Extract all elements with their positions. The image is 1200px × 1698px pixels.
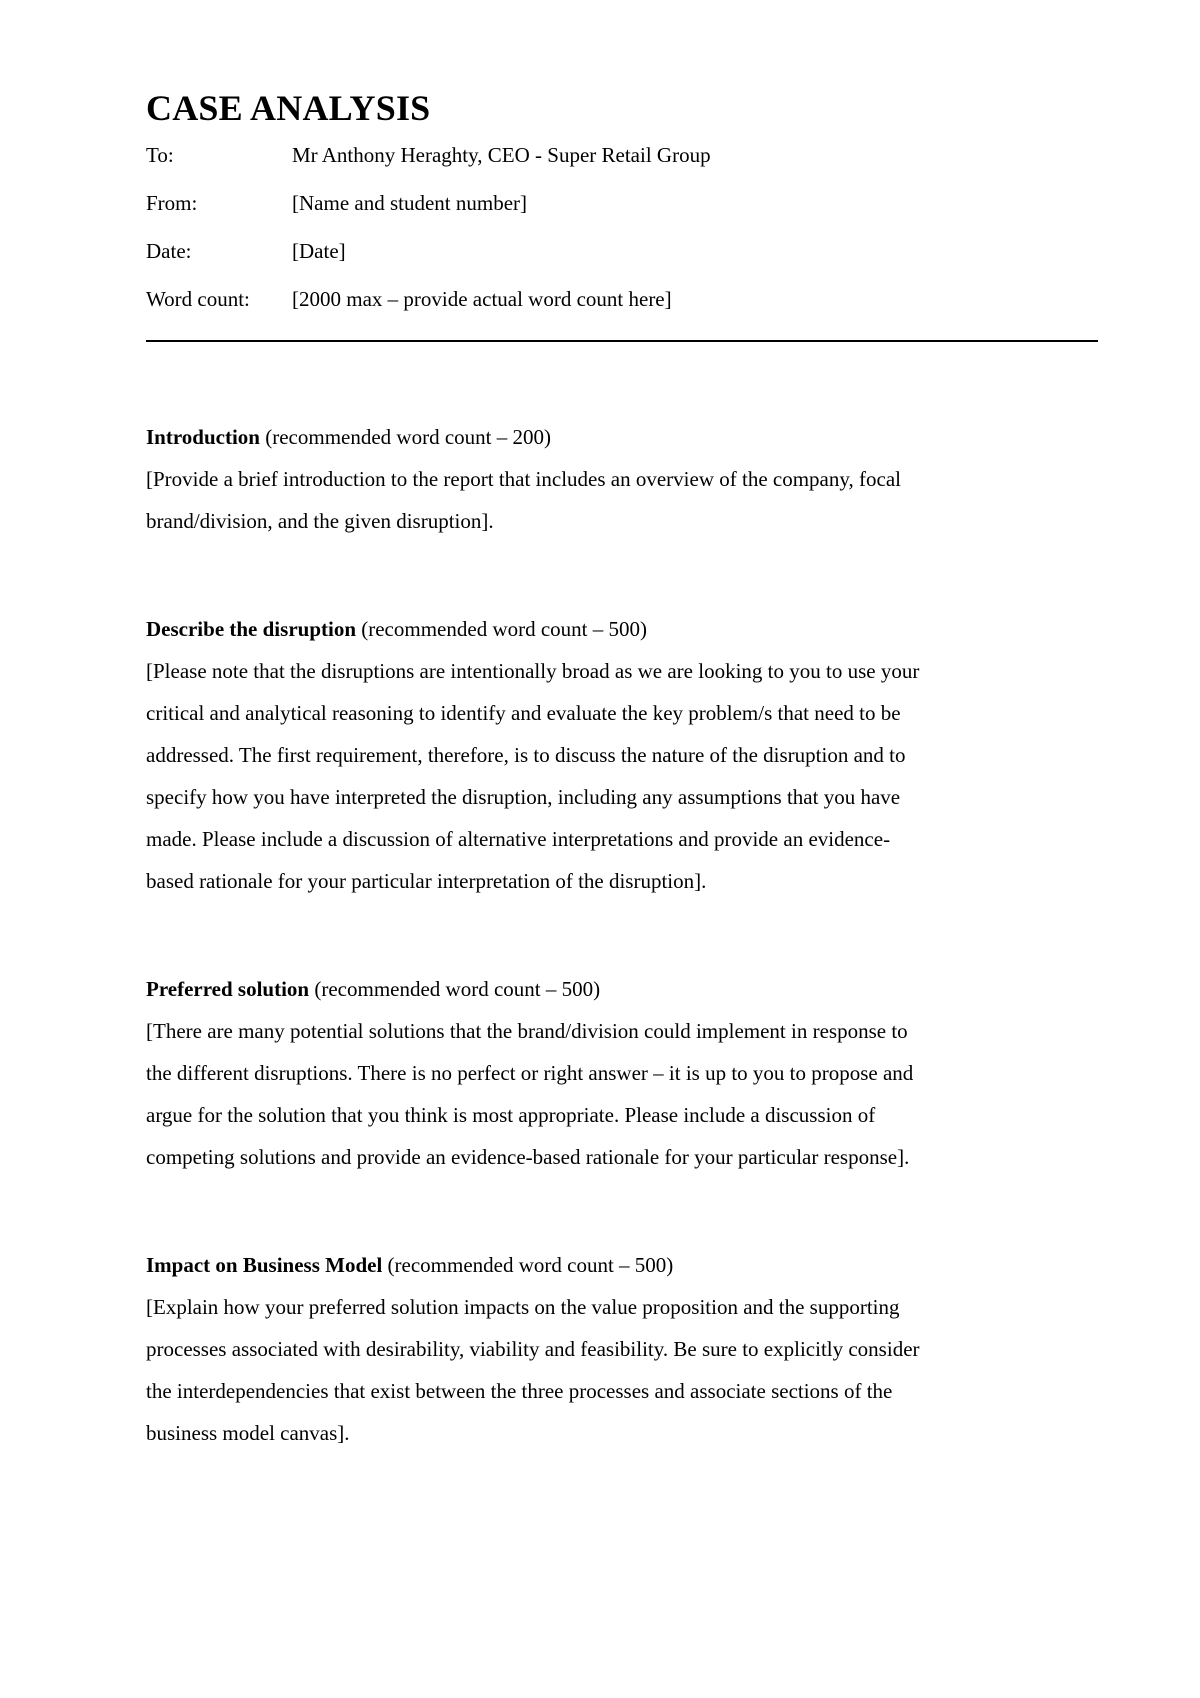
body-line: [Explain how your preferred solution impacts on the value proposition and the supporting — [146, 1295, 900, 1319]
body-line: brand/division, and the given disruption]. — [146, 509, 494, 533]
section-heading — [146, 608, 1098, 650]
memo-label: Word count: — [146, 287, 250, 311]
memo-label: To: — [146, 143, 174, 167]
memo-value: [2000 max – provide actual word count here] — [292, 287, 672, 311]
body-line: processes associated with desirability, viability and feasibility. Be sure to explicitly consider — [146, 1337, 920, 1361]
body-line: the interdependencies that exist between the three processes and associate sections of the — [146, 1379, 893, 1403]
body-line: business model canvas]. — [146, 1421, 350, 1445]
memo-value: [Date] — [292, 239, 346, 263]
section-body — [146, 1010, 1098, 1178]
document-title: CASE ANALYSIS — [146, 88, 431, 128]
body-line: critical and analytical reasoning to identify and evaluate the key problem/s that need to be — [146, 701, 901, 725]
section-impact-business-model — [146, 1244, 1098, 1454]
section-heading — [146, 968, 1098, 1010]
section-heading — [146, 1244, 1098, 1286]
section-heading-note: (recommended word count – 200) — [265, 425, 551, 449]
section-heading-note: (recommended word count – 500) — [361, 617, 647, 641]
section-body — [146, 1286, 1098, 1454]
body-line: made. Please include a discussion of alternative interpretations and provide an evidence- — [146, 827, 891, 851]
body-line: [There are many potential solutions that the brand/division could implement in response to — [146, 1019, 908, 1043]
section-body — [146, 458, 1098, 542]
section-heading-title: Preferred solution — [146, 977, 310, 1001]
body-line: argue for the solution that you think is most appropriate. Please include a discussion of — [146, 1103, 876, 1127]
memo-label: From: — [146, 191, 198, 215]
body-line: competing solutions and provide an evidence-based rationale for your particular response]. — [146, 1145, 910, 1169]
section-heading — [146, 416, 1098, 458]
memo-value: [Name and student number] — [292, 191, 528, 215]
section-heading-note: (recommended word count – 500) — [387, 1253, 674, 1277]
body-line: [Provide a brief introduction to the report that includes an overview of the company, focal — [146, 467, 901, 491]
section-describe-disruption — [146, 608, 1098, 902]
section-body — [146, 650, 1098, 902]
memo-value: Mr Anthony Heraghty, CEO - Super Retail Group — [292, 143, 711, 167]
section-heading-title: Introduction — [146, 425, 260, 449]
header-divider — [146, 340, 1098, 342]
body-line: based rationale for your particular interpretation of the disruption]. — [146, 869, 707, 893]
section-preferred-solution — [146, 968, 1098, 1178]
body-line: the different disruptions. There is no perfect or right answer – it is up to you to propose and — [146, 1061, 914, 1085]
body-line: [Please note that the disruptions are intentionally broad as we are looking to you to use your — [146, 659, 920, 683]
body-line: specify how you have interpreted the disruption, including any assumptions that you have — [146, 785, 901, 809]
section-introduction — [146, 416, 1098, 542]
section-heading-title: Describe the disruption — [146, 617, 356, 641]
section-heading-note: (recommended word count – 500) — [314, 977, 601, 1001]
section-heading-title: Impact on Business Model — [146, 1253, 383, 1277]
memo-label: Date: — [146, 239, 192, 263]
body-line: addressed. The first requirement, therefore, is to discuss the nature of the disruption and to — [146, 743, 906, 767]
